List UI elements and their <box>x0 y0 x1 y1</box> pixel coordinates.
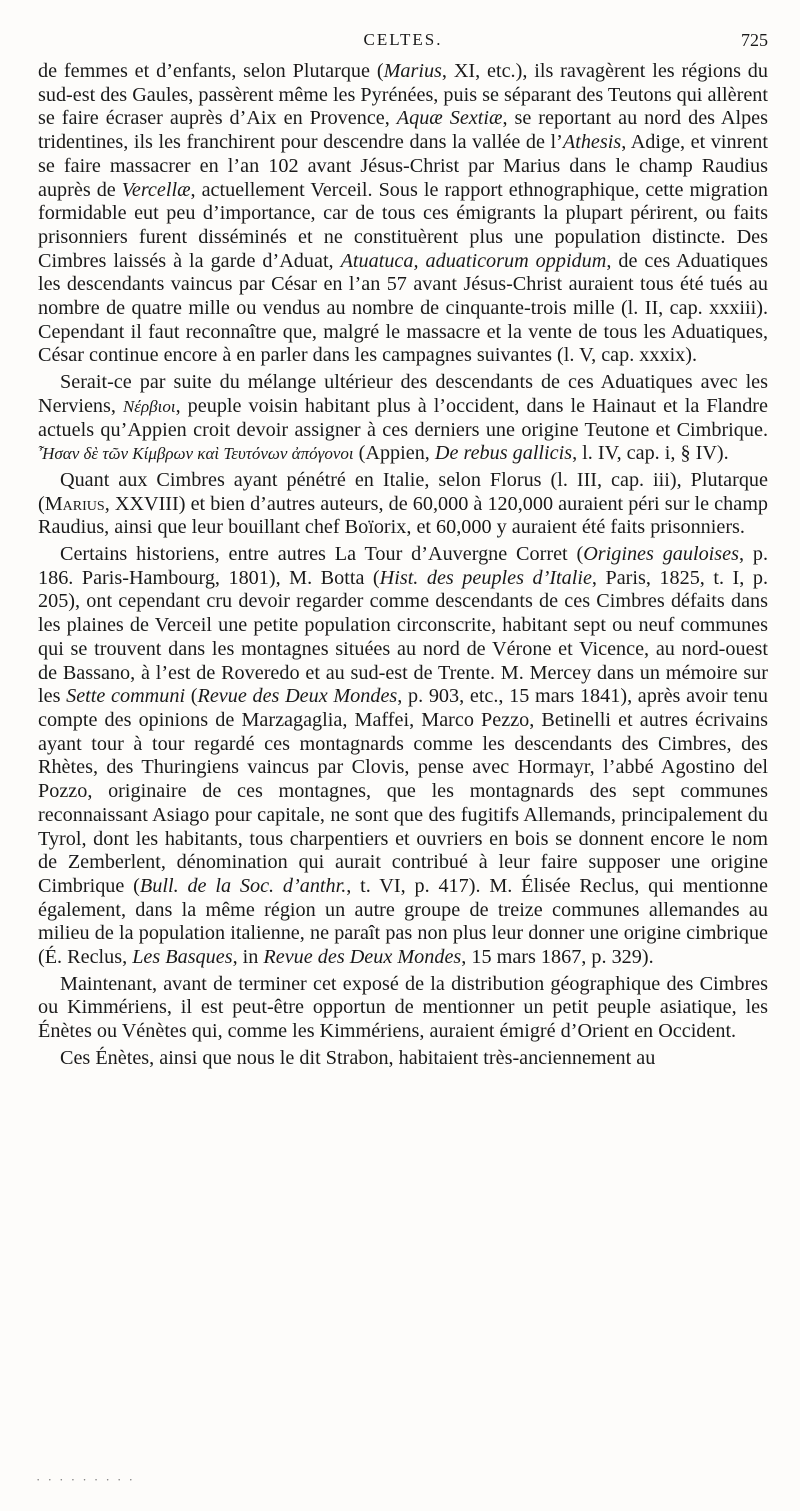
text-run: Maintenant, avant de terminer cet exposé de la distribution géographique des Cimbres ou Kimmériens, il est peut-être opportun de mentionner un petit peuple asiatique, les Énètes ou Vénètes qui, comme les Kimmériens, auraient émigré d’Orient en Occident. <box>38 972 768 1043</box>
text-run: , de ces Aduatiques les descendants vaincus par César en l’an 57 avant Jésus-Christ auraient tous été tués au nombre de quatre mille ou vendus au nombre de cinquante-trois mille (l. II, cap. xxxiii). Cependant il faut reconnaître que, malgré le massacre et la vente de tous les Aduatiques, César continue encore à en parler dans les campagnes suivantes (l. V, cap. xxxix). <box>38 249 768 367</box>
running-title: CELTES. <box>363 30 443 49</box>
text-run: , l. IV, cap. i, § IV). <box>572 442 729 465</box>
italic-text: Athesis <box>562 131 622 154</box>
text-run: , se reportant au nord des Alpes tridentines, ils les franchirent pour descendre dans la vallée de l’ <box>38 107 768 154</box>
paragraph <box>38 1047 768 1071</box>
text-run: Ces Énètes, ainsi que nous le dit Strabon, habitaient très-anciennement au <box>60 1046 656 1069</box>
italic-text: De rebus gallicis <box>434 442 573 465</box>
italic-text: Vercellæ <box>121 178 191 201</box>
greek-text: Νέρβιοι <box>122 396 176 416</box>
italic-text: Atuatuca, aduaticorum oppidum <box>340 249 607 272</box>
page-number: 725 <box>741 30 768 50</box>
footer-dots: · · · · · · · · · <box>36 1472 135 1487</box>
text-run: , Adige, et vinrent se faire massacrer en l’an 102 avant Jésus-Christ par Marius dans le champ Raudius auprès de <box>38 131 768 201</box>
text-run: , XXVIII) et bien d’autres auteurs, de 60,000 à 120,000 auraient péri sur le champ Raudius, ainsi que leur bouillant chef Boïorix, et 60,000 y auraient été faits prisonniers. <box>38 492 768 539</box>
text-run: , actuellement Verceil. Sous le rapport ethnographique, cette migration formidable eut peu d’importance, car de tous ces émigrants la plupart périrent, ou faits prisonniers furent disséminés et ne constituèrent plus une population distincte. Des Cimbres laissés à la garde d’Aduat, <box>38 178 768 272</box>
text-run: , p. 903, etc., 15 mars 1841), après avoir tenu compte des opinions de Marzagaglia, Maffei, Marco Pezzo, Betinelli et autres écrivains ayant tour à tour regardé ces montagnards comme les descendants des Cimbres, des Rhètes, des Thuringiens vaincus par Clovis, pense avec Hormayr, l’abbé Agostino del Pozzo, originaire de ces montagnes, que les montagnards des sept communes reconnaissant Asiago pour capitale, ne sont que des fugitifs Allemands, principalement du Tyrol, dont les habitants, tous charpentiers et ouvriers en bois se donnent encore le nom de Zemberlent, dénomination qui aurait contribué à leur faire supposer une origine Cimbrique ( <box>38 685 768 897</box>
italic-text: Revue des Deux Mondes <box>263 946 462 969</box>
greek-text: Ἦσαν δὲ τῶν Κίμβρων καὶ Τευτόνων ἀπόγονοι <box>38 444 354 464</box>
italic-text: Aquæ Sextiæ <box>396 107 503 130</box>
body-text <box>38 60 768 1071</box>
paragraph <box>38 469 768 540</box>
text-run: , t. VI, p. 417). M. Élisée Reclus, qui mentionne également, dans la même région un autre groupe de treize communes allemandes au milieu de la population italienne, ne paraît pas non plus leur donner une origine cimbrique (É. Reclus, <box>38 874 769 969</box>
text-run: , in <box>232 946 264 969</box>
text-run: , peuple voisin habitant plus à l’occident, dans le Hainaut et la Flandre actuels qu’Appien croit devoir assigner à ces derniers une origine Teutone et Cimbrique. <box>38 394 768 441</box>
paragraph <box>38 543 768 970</box>
paragraph <box>38 60 768 368</box>
text-run: , p. 186. Paris-Hambourg, 1801), M. Botta ( <box>38 543 768 589</box>
running-head <box>38 30 768 54</box>
italic-text: Revue des Deux Mondes <box>197 685 398 708</box>
text-run: , Paris, 1825, t. I, p. 205), ont cependant cru devoir regarder comme descendants de ces Cimbres défaits dans les plaines de Verceil une petite population circonscrite, habitant sept ou neuf communes qui se trouvent dans les montagnes situées au nord de Vérone et Vicence, au nord-ouest de Bassano, à l’est de Roveredo et au sud-est de Trente. M. Mercey dans un mémoire sur les <box>38 566 768 708</box>
paragraph <box>38 371 768 466</box>
italic-text: Les Basques <box>132 946 233 969</box>
text-run: Quant aux Cimbres ayant pénétré en Italie, selon Florus (l. III, cap. iii), Plutarque ( <box>38 468 768 515</box>
small-caps-text: Marius <box>44 492 105 515</box>
text-run: (Appien, <box>353 442 435 465</box>
paragraph <box>38 973 768 1044</box>
italic-text: Origines gauloises <box>583 543 739 566</box>
text-run: de femmes et d’enfants, selon Plutarque ( <box>38 60 384 82</box>
italic-text: Sette communi <box>66 685 186 708</box>
text-run: , 15 mars 1867, p. 329). <box>461 946 654 969</box>
italic-text: Hist. des peuples d’Italie <box>379 566 592 589</box>
italic-text: Bull. de la Soc. d’anthr. <box>139 874 347 897</box>
text-run: ( <box>185 685 198 708</box>
text-run: Serait-ce par suite du mélange ultérieur des descendants de ces Aduatiques avec les Nerviens, <box>38 371 768 417</box>
italic-text: Marius <box>383 60 442 82</box>
text-run: Certains historiens, entre autres La Tour d’Auvergne Corret ( <box>60 543 584 566</box>
text-run: , XI, etc.), ils ravagèrent les régions du sud-est des Gaules, passèrent même les Pyrénées, puis se séparant des Teutons qui allèrent se faire écraser auprès d’Aix en Provence, <box>38 60 768 130</box>
